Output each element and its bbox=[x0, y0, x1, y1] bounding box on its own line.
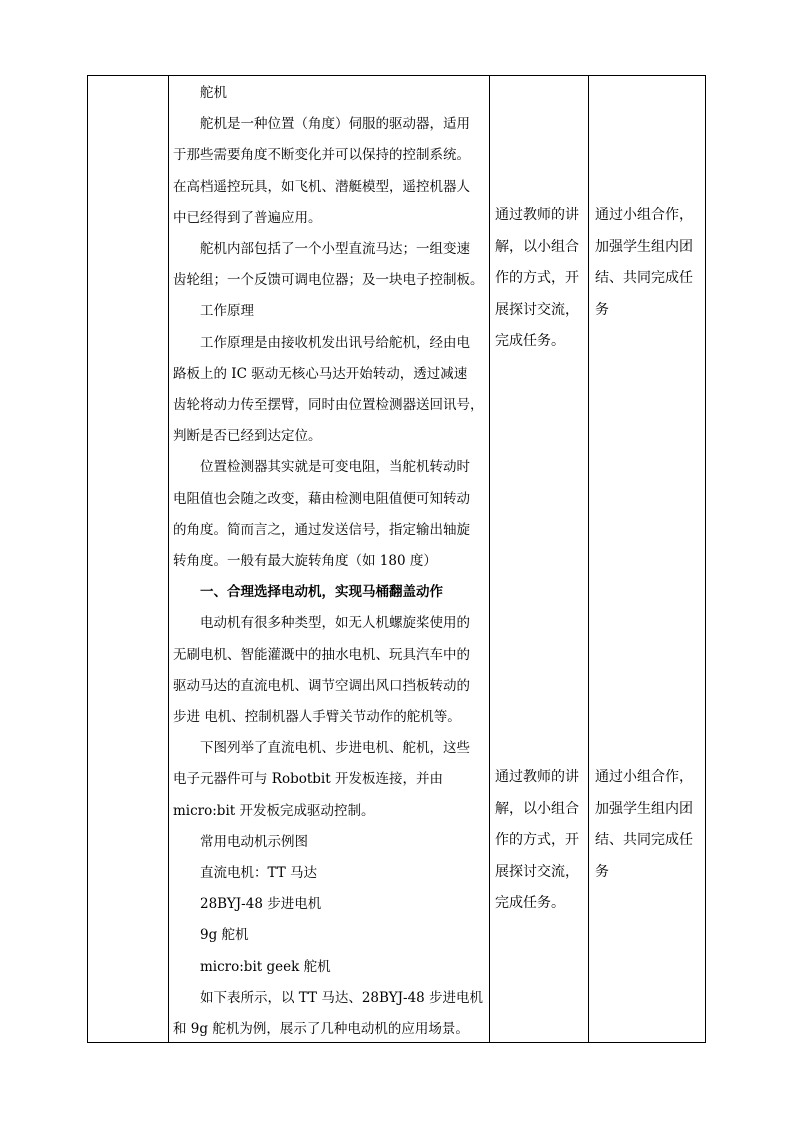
paragraph: 路板上的 IC 驱动无核心马达开始转动，透过减速 bbox=[173, 365, 468, 382]
paragraph: 电阻值也会随之改变，藉由检测电阻值便可知转动 bbox=[173, 490, 470, 507]
cell-line: 结、共同完成任 bbox=[595, 270, 693, 286]
design-intent-cell-1 bbox=[595, 200, 703, 326]
cell-line: 作的方式，开 bbox=[495, 832, 579, 848]
paragraph: 舵机内部包括了一个小型直流马达；一组变速 bbox=[200, 241, 470, 258]
paragraph: 判断是否已经到达定位。 bbox=[173, 428, 322, 445]
list-item: 直流电机：TT 马达 bbox=[200, 865, 318, 882]
list-item: 28BYJ-48 步进电机 bbox=[200, 896, 322, 913]
cell-line: 加强学生组内团 bbox=[595, 800, 693, 817]
cell-line: 通过小组合作， bbox=[595, 769, 693, 785]
paragraph: 电动机有很多种类型，如无人机螺旋桨使用的 bbox=[200, 615, 470, 632]
section-heading: 一、合理选择电动机，实现马桶翻盖动作 bbox=[200, 584, 443, 601]
paragraph: 位置检测器其实就是可变电阻，当舵机转动时 bbox=[200, 459, 470, 476]
paragraph: micro:bit 开发板完成驱动控制。 bbox=[173, 802, 375, 819]
lesson-table bbox=[87, 75, 706, 1043]
paragraph: 舵机 bbox=[200, 85, 227, 101]
paragraph: 中已经得到了普遍应用。 bbox=[173, 209, 322, 226]
cell-line: 通过小组合作， bbox=[595, 207, 693, 223]
cell-line: 完成任务。 bbox=[495, 333, 565, 349]
paragraph: 工作原理是由接收机发出讯号给舵机，经由电 bbox=[200, 334, 470, 351]
paragraph: 和 9g 舵机为例，展示了几种电动机的应用场景。 bbox=[173, 1021, 469, 1038]
column-divider-3 bbox=[588, 76, 589, 1042]
list-item: 9g 舵机 bbox=[200, 927, 249, 944]
cell-line: 展探讨交流， bbox=[495, 863, 579, 880]
paragraph: 驱动马达的直流电机、调节空调出风口挡板转动的 bbox=[173, 677, 470, 694]
list-item: micro:bit geek 舵机 bbox=[200, 958, 331, 975]
cell-line: 结、共同完成任 bbox=[595, 832, 693, 848]
cell-line: 加强学生组内团 bbox=[595, 238, 693, 255]
column-divider-2 bbox=[489, 76, 490, 1042]
cell-line: 完成任务。 bbox=[495, 895, 565, 911]
cell-line: 解，以小组合 bbox=[495, 800, 579, 817]
teacher-activity-cell-2 bbox=[495, 762, 587, 920]
paragraph: 步进 电机、控制机器人手臂关节动作的舵机等。 bbox=[173, 709, 461, 726]
paragraph: 齿轮将动力传至摆臂，同时由位置检测器送回讯号， bbox=[173, 397, 484, 414]
cell-line: 解，以小组合 bbox=[495, 238, 579, 255]
paragraph: 无刷电机、智能灌溉中的抽水电机、玩具汽车中的 bbox=[173, 646, 470, 663]
content-column bbox=[173, 78, 485, 1045]
paragraph: 如下表所示，以 TT 马达、28BYJ-48 步进电机 bbox=[200, 989, 484, 1006]
paragraph: 下图列举了直流电机、步进电机、舵机，这些 bbox=[200, 740, 470, 757]
paragraph: 舵机是一种位置（角度）伺服的驱动器，适用 bbox=[200, 116, 470, 133]
section-heading: 工作原理 bbox=[200, 303, 254, 320]
teacher-activity-cell-1 bbox=[495, 200, 587, 358]
cell-line: 通过教师的讲 bbox=[495, 769, 579, 785]
cell-line: 务 bbox=[595, 863, 609, 880]
cell-line: 作的方式，开 bbox=[495, 270, 579, 286]
design-intent-cell-2 bbox=[595, 762, 703, 888]
paragraph: 齿轮组；一个反馈可调电位器；及一块电子控制板。 bbox=[173, 272, 484, 289]
column-divider-1 bbox=[168, 76, 169, 1042]
paragraph: 在高档遥控玩具，如飞机、潜艇模型，遥控机器人 bbox=[173, 178, 470, 195]
paragraph: 的角度。简而言之，通过发送信号，指定输出轴旋 bbox=[173, 521, 470, 538]
paragraph: 转角度。一般有最大旋转角度（如 180 度） bbox=[173, 553, 437, 570]
cell-line: 务 bbox=[595, 301, 609, 318]
cell-line: 展探讨交流， bbox=[495, 301, 579, 318]
paragraph: 电子元器件可与 Robotbit 开发板连接，并由 bbox=[173, 771, 443, 788]
cell-line: 通过教师的讲 bbox=[495, 207, 579, 223]
figure-caption: 常用电动机示例图 bbox=[200, 833, 308, 850]
paragraph: 于那些需要角度不断变化并可以保持的控制系统。 bbox=[173, 147, 470, 164]
